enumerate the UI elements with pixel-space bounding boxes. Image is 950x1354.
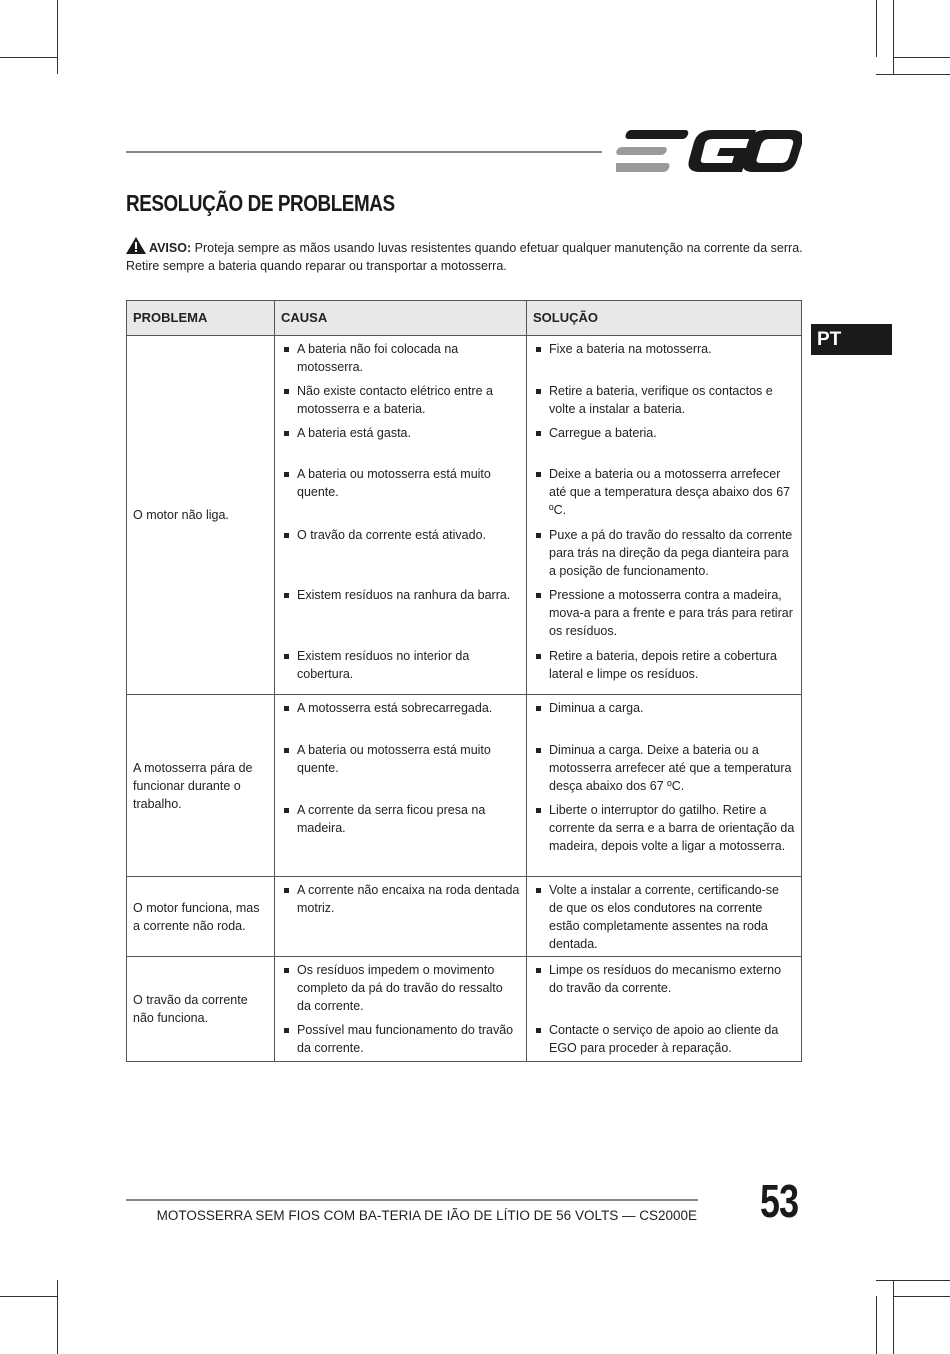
cause-item: O travão da corrente está ativado.: [281, 526, 520, 586]
page-title: RESOLUÇÃO DE PROBLEMAS: [126, 190, 395, 216]
solution-item: Retire a bateria, depois retire a cobertura lateral e limpe os resíduos.: [533, 647, 795, 690]
solution-item: Puxe a pá do travão do ressalto da corrente para trás na direção da pega dianteira para a posição de funcionamento.: [533, 526, 795, 586]
table-row: [127, 336, 802, 695]
crop-mark: [57, 1280, 58, 1354]
solution-item: Volte a instalar a corrente, certificando-se de que os elos condutores na corrente estão completamente assentes na roda dentada.: [533, 881, 795, 952]
crop-mark: [876, 1296, 877, 1354]
page-number: 53: [760, 1175, 799, 1227]
footer-text: MOTOSSERRA SEM FIOS COM BA-TERIA DE IÃO DE LÍTIO DE 56 VOLTS — CS2000E: [156, 1208, 697, 1223]
cause-item: A bateria está gasta.: [281, 424, 520, 465]
crop-mark: [876, 1280, 950, 1281]
solution-item: Contacte o serviço de apoio ao cliente da EGO para proceder à reparação.: [533, 1021, 795, 1057]
footer-rule: [126, 1199, 698, 1201]
crop-mark: [893, 0, 894, 74]
cause-cell: [275, 877, 527, 957]
crop-mark: [0, 1296, 57, 1297]
warning-text: Proteja sempre as mãos usando luvas resistentes quando efetuar qualquer manutenção na corrente da serra. Retire sempre a bateria quando reparar ou transportar a motosserra.: [126, 241, 803, 273]
cause-item: A corrente não encaixa na roda dentada motriz.: [281, 881, 520, 952]
cause-item: Existem resíduos na ranhura da barra.: [281, 586, 520, 647]
crop-mark: [893, 57, 950, 58]
language-tab: PT: [811, 324, 892, 355]
crop-mark: [876, 0, 877, 57]
cause-item: A motosserra está sobrecarregada.: [281, 699, 520, 741]
cause-item: A bateria ou motosserra está muito quente.: [281, 741, 520, 801]
warning-notice: [126, 237, 816, 275]
header-rule: [126, 151, 602, 153]
header-problem: PROBLEMA: [127, 301, 275, 336]
crop-mark: [0, 57, 57, 58]
problem-cell: O motor funciona, mas a corrente não roda.: [127, 877, 275, 957]
warning-label: AVISO:: [149, 241, 192, 255]
solution-cell: [527, 336, 802, 695]
troubleshooting-table: [126, 300, 802, 1062]
table-row: [127, 695, 802, 877]
solution-item: Carregue a bateria.: [533, 424, 795, 465]
cause-item: A bateria ou motosserra está muito quente.: [281, 465, 520, 526]
cause-item: A corrente da serra ficou presa na madeira.: [281, 801, 520, 872]
solution-cell: [527, 957, 802, 1062]
solution-item: Deixe a bateria ou a motosserra arrefecer até que a temperatura desça abaixo dos 67 ºC.: [533, 465, 795, 526]
solution-item: Diminua a carga. Deixe a bateria ou a motosserra arrefecer até que a temperatura desça abaixo dos 67 ºC.: [533, 741, 795, 801]
solution-cell: [527, 877, 802, 957]
solution-cell: [527, 695, 802, 877]
cause-item: Não existe contacto elétrico entre a motosserra e a bateria.: [281, 382, 520, 424]
header-solution: SOLUÇÃO: [527, 301, 802, 336]
solution-item: Limpe os resíduos do mecanismo externo do travão da corrente.: [533, 961, 795, 1021]
cause-cell: [275, 695, 527, 877]
problem-cell: O motor não liga.: [127, 336, 275, 695]
crop-mark: [893, 1296, 950, 1297]
problem-cell: A motosserra pára de funcionar durante o trabalho.: [127, 695, 275, 877]
cause-cell: [275, 957, 527, 1062]
table-row: [127, 877, 802, 957]
header-cause: CAUSA: [275, 301, 527, 336]
cause-item: Possível mau funcionamento do travão da corrente.: [281, 1021, 520, 1057]
cause-item: Os resíduos impedem o movimento completo da pá do travão do ressalto da corrente.: [281, 961, 520, 1021]
cause-item: Existem resíduos no interior da cobertura.: [281, 647, 520, 690]
solution-item: Retire a bateria, verifique os contactos e volte a instalar a bateria.: [533, 382, 795, 424]
problem-cell: O travão da corrente não funciona.: [127, 957, 275, 1062]
solution-item: Pressione a motosserra contra a madeira, mova-a para a frente e para trás para retirar os resíduos.: [533, 586, 795, 647]
crop-mark: [876, 74, 950, 75]
solution-item: Fixe a bateria na motosserra.: [533, 340, 795, 382]
crop-mark: [893, 1280, 894, 1354]
crop-mark: [57, 0, 58, 74]
ego-logo: [616, 128, 802, 174]
cause-item: A bateria não foi colocada na motosserra.: [281, 340, 520, 382]
cause-cell: [275, 336, 527, 695]
solution-item: Diminua a carga.: [533, 699, 795, 741]
warning-triangle-icon: [126, 237, 146, 254]
table-header-row: [127, 301, 802, 336]
table-row: [127, 957, 802, 1062]
solution-item: Liberte o interruptor do gatilho. Retire a corrente da serra e a barra de orientação da madeira, depois volte a ligar a motosserra.: [533, 801, 795, 872]
